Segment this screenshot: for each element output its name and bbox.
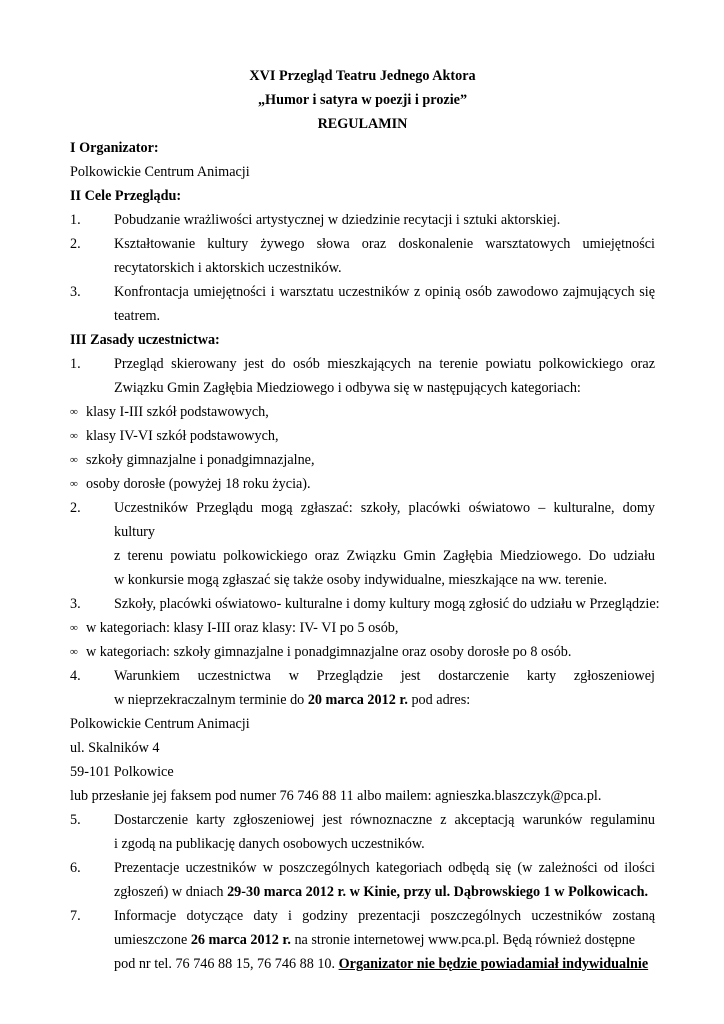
infinity-bullet-icon: ∞ [70,646,78,658]
organizer-notice: Organizator nie będzie powiadamiał indywidualnie [338,956,649,972]
rule-item [70,808,655,832]
item-text-continued: teatrem. [114,308,161,324]
text-segment: pod nr tel. 76 746 88 15, 76 746 88 10. [114,956,339,972]
bullet-text: klasy IV-VI szkół podstawowych, [86,428,279,444]
item-text-continued: w konkursie mogą zgłaszać się także osoby indywidualne, mieszkające na ww. terenie. [114,572,608,588]
rule-item [70,664,655,688]
item-text: Informacje dotyczące daty i godziny prezentacji poszczególnych uczestników zostaną [114,908,655,924]
goal-item [70,208,655,232]
item-number: 5. [70,812,81,828]
rule-item [70,352,655,376]
item-number: 1. [70,212,81,228]
rule-item [70,496,655,544]
item-text-continued [70,880,655,904]
item-number: 3. [70,596,81,612]
text-segment: na stronie internetowej www.pca.pl. Będą również dostępne [290,932,636,948]
address-city: 59-101 Polkowice [70,764,174,780]
item-text: Dostarczenie karty zgłoszeniowej jest równoznaczne z akceptacją warunków regulaminu [114,812,655,828]
item-text-continued [70,928,655,952]
infinity-bullet-icon: ∞ [70,406,78,418]
item-text: Warunkiem uczestnictwa w Przeglądzie jest dostarczenie karty zgłoszeniowej [114,668,655,684]
rule-item [70,904,655,928]
regulations-document [70,64,660,976]
item-number: 1. [70,356,81,372]
bullet-text: w kategoriach: szkoły gimnazjalne i ponadgimnazjalne oraz osoby dorosłe po 8 osób. [86,644,572,660]
event-dates-location: 29-30 marca 2012 r. w Kinie, przy ul. Dąbrowskiego 1 w Polkowicach. [227,884,649,900]
publication-date: 26 marca 2012 r. [190,932,291,948]
item-text: Pobudzanie wrażliwości artystycznej w dziedzinie recytacji i sztuki aktorskiej. [114,212,561,228]
text-segment: umieszczone [114,932,191,948]
event-title: XVI Przegląd Teatru Jednego Aktora [249,68,476,84]
item-number: 2. [70,236,81,252]
infinity-bullet-icon: ∞ [70,478,78,490]
category-bullet [70,424,655,448]
rule-item [70,856,655,880]
bullet-text: szkoły gimnazjalne i ponadgimnazjalne, [86,452,315,468]
item-text-continued [70,952,655,976]
item-text-continued: recytatorskich i aktorskich uczestników. [114,260,342,276]
item-number: 7. [70,908,81,924]
infinity-bullet-icon: ∞ [70,430,78,442]
rule-item [70,592,660,616]
item-text: Przegląd skierowany jest do osób mieszkających na terenie powiatu polkowickiego oraz [114,356,655,372]
item-text: Konfrontacja umiejętności i warsztatu uczestników z opinią osób zawodowo zajmujących się [114,284,655,300]
text-segment: zgłoszeń) w dniach [114,884,228,900]
organizer-name: Polkowickie Centrum Animacji [70,164,250,180]
bullet-text: osoby dorosłe (powyżej 18 roku życia). [86,476,311,492]
address-org: Polkowickie Centrum Animacji [70,716,250,732]
document-title: REGULAMIN [317,116,408,132]
limit-bullet [70,616,655,640]
section-goals-heading: II Cele Przeglądu: [70,188,182,204]
text-segment: w nieprzekraczalnym terminie do [114,692,308,708]
event-subtitle: „Humor i satyra w poezji i prozie” [257,92,468,108]
item-text-continued: z terenu powiatu polkowickiego oraz Związku Gmin Zagłębia Miedziowego. Do udziału [114,548,655,564]
item-number: 3. [70,284,81,300]
item-text: Kształtowanie kultury żywego słowa oraz doskonalenie warsztatowych umiejętności [114,236,655,252]
infinity-bullet-icon: ∞ [70,454,78,466]
deadline-date: 20 marca 2012 r. [307,692,408,708]
category-bullet [70,448,655,472]
bullet-text: klasy I-III szkół podstawowych, [86,404,269,420]
item-text-continued: Związku Gmin Zagłębia Miedziowego i odbywa się w następujących kategoriach: [114,380,581,396]
bullet-text: w kategoriach: klasy I-III oraz klasy: IV- VI po 5 osób, [86,620,399,636]
address-street: ul. Skalników 4 [70,740,160,756]
section-organizer-heading: I Organizator: [70,140,159,156]
text-segment: pod adres: [407,692,471,708]
item-text: Prezentacje uczestników w poszczególnych kategoriach odbędą się (w zależności od ilości [114,860,655,876]
infinity-bullet-icon: ∞ [70,622,78,634]
item-number: 6. [70,860,81,876]
limit-bullet [70,640,655,664]
category-bullet [70,472,655,496]
item-text-continued [70,688,655,712]
section-rules-heading: III Zasady uczestnictwa: [70,332,220,348]
goal-item [70,232,655,256]
item-text-continued: i zgodą na publikację danych osobowych uczestników. [114,836,425,852]
goal-item [70,280,655,304]
item-text: Uczestników Przeglądu mogą zgłaszać: szkoły, placówki oświatowo – kulturalne, domy kultury [114,500,655,540]
item-number: 4. [70,668,81,684]
item-text: Szkoły, placówki oświatowo- kulturalne i domy kultury mogą zgłosić do udziału w Przeglądzie: [114,596,660,612]
category-bullet [70,400,655,424]
submission-note: lub przesłanie jej faksem pod numer 76 746 88 11 albo mailem: agnieszka.blaszczyk@pca.pl. [70,788,602,804]
item-number: 2. [70,500,81,516]
